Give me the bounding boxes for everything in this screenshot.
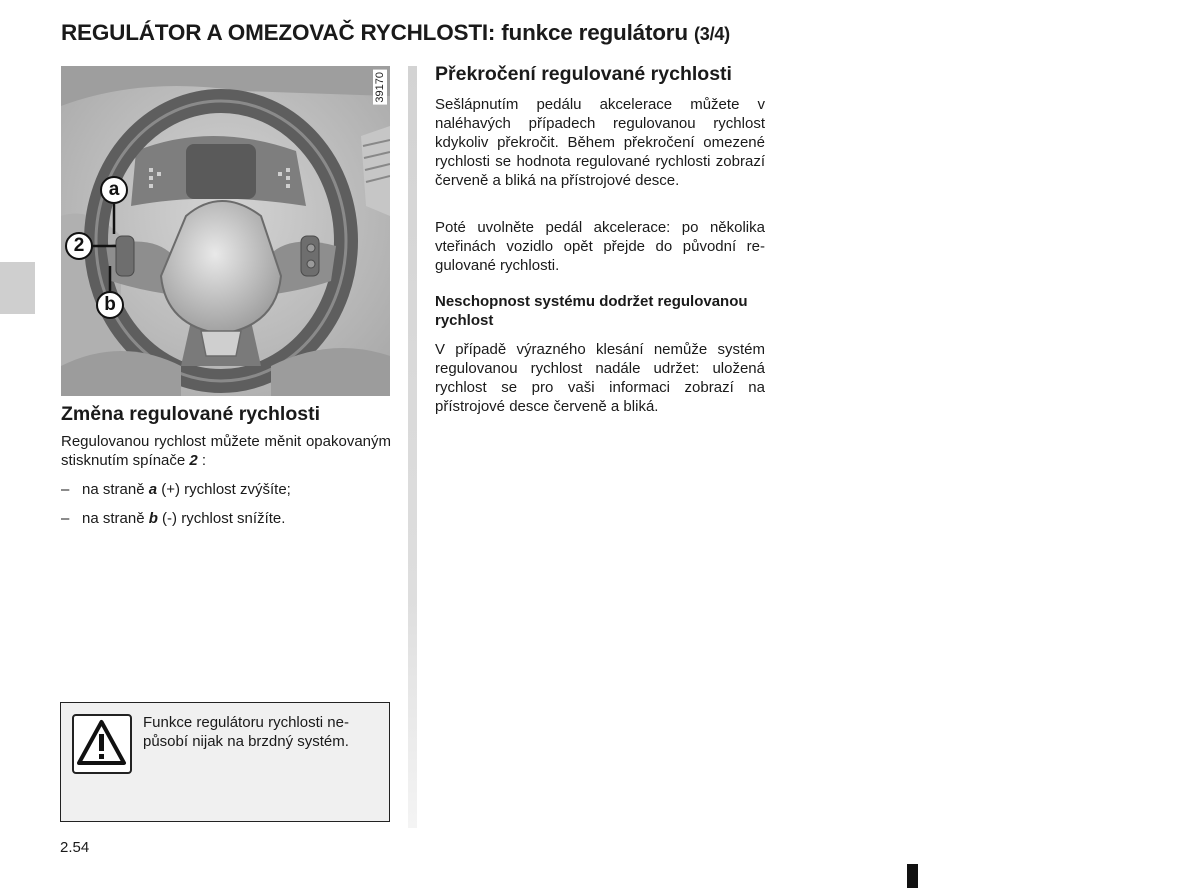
page-edge-mark [907,864,918,888]
warning-text: Funkce regulátoru rychlosti nepůsobí nijak na brzdný systém. [143,714,349,750]
list-prefix: na straně [82,481,149,498]
list-suffix: (+) rychlost zvýšíte; [157,481,291,498]
warning-triangle-icon [72,714,132,774]
list-suffix: (-) rychlost snížíte. [157,510,286,527]
intro-suffix: : [197,452,207,469]
intro-prefix: Regulovanou rychlost můžete měnit opakovaným stisknutím spínače [61,433,391,469]
callout-2: 2 [65,232,93,260]
overspeed-paragraph: Sešlápnutím pedálu akcelerace můžete v naléhavých případech regulovanou rychlost kdykoliv překročit. Během překročení omezené rychlosti se hodnota regulované rychlosti zobrazí červeně a bliká na přístrojové desce. [435,96,765,189]
section-heading-change-speed: Změna regulované rychlosti [61,403,320,425]
downhill-paragraph: V případě výrazného klesání nemůže systém regulovanou rychlost nadále udržet: uložená rychlost se pro vaši informaci zobrazí na přístrojové desce červeně a bliká. [435,341,765,415]
list-ref-a: a [148,481,158,498]
subheading-system-unable: Neschopnost systému dodržet regulovanou rychlost [435,293,748,329]
callout-leader-lines [61,66,390,396]
release-pedal-paragraph: Poté uvolněte pedál akcelerace: po několika vteřinách vozidlo opět přejde do původní regulované rychlosti. [435,219,765,274]
intro-switch-ref: 2 [189,452,198,469]
warning-box [60,702,390,822]
callout-a: a [100,176,128,204]
list-text [82,509,285,528]
change-speed-intro [61,432,391,470]
page-number: 2.54 [60,839,90,856]
section-heading-overspeed: Překročení regulované rychlosti [435,63,732,85]
list-dash: – [61,510,70,527]
page-part-indicator: (3/4) [693,24,730,44]
warning-triangle-graphic [74,716,129,771]
page-title [61,18,821,49]
list-text [82,480,291,499]
figure-code: 39170 [374,72,386,103]
list-dash: – [61,481,70,498]
steering-wheel-figure [61,66,390,396]
page-title-text: REGULÁTOR A OMEZOVAČ RYCHLOSTI: funkce regulátoru [61,20,688,45]
list-ref-b: b [148,510,158,527]
list-prefix: na straně [82,510,149,527]
column-divider [408,66,417,828]
section-side-tab [0,262,35,314]
callout-b: b [96,291,124,319]
